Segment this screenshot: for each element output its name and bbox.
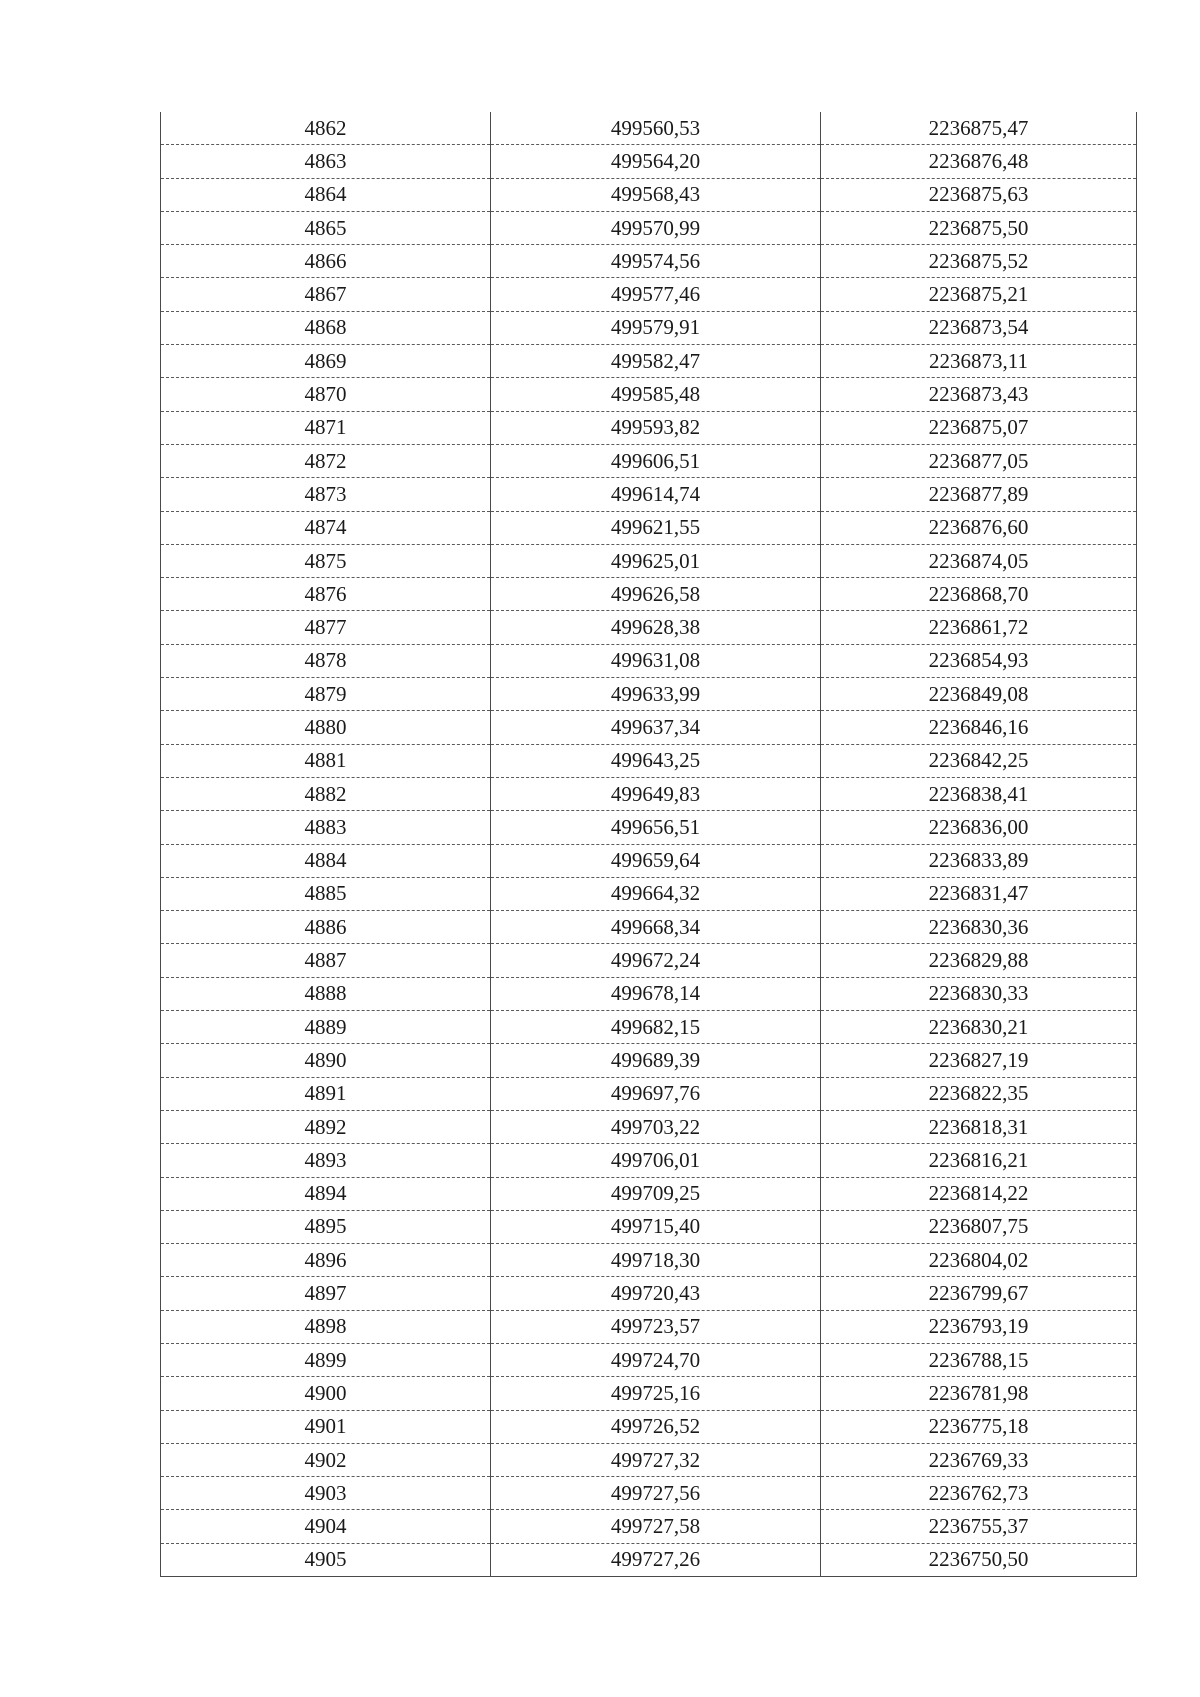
y-coordinate-cell: 2236830,21 (821, 1011, 1137, 1044)
point-number-cell: 4879 (161, 678, 491, 711)
y-coordinate-cell: 2236875,52 (821, 245, 1137, 278)
x-coordinate-cell: 499689,39 (491, 1044, 821, 1077)
point-number-cell: 4902 (161, 1443, 491, 1476)
point-number-cell: 4868 (161, 311, 491, 344)
point-number-cell: 4886 (161, 911, 491, 944)
table-row (161, 1377, 1137, 1410)
y-coordinate-cell: 2236750,50 (821, 1543, 1137, 1576)
point-number-cell: 4881 (161, 744, 491, 777)
point-number-cell: 4875 (161, 544, 491, 577)
point-number-cell: 4888 (161, 977, 491, 1010)
y-coordinate-cell: 2236762,73 (821, 1477, 1137, 1510)
table-row (161, 1443, 1137, 1476)
x-coordinate-cell: 499727,26 (491, 1543, 821, 1576)
table-row (161, 245, 1137, 278)
table-row (161, 178, 1137, 211)
y-coordinate-cell: 2236875,63 (821, 178, 1137, 211)
y-coordinate-cell: 2236775,18 (821, 1410, 1137, 1443)
table-row (161, 1077, 1137, 1110)
point-number-cell: 4877 (161, 611, 491, 644)
x-coordinate-cell: 499574,56 (491, 245, 821, 278)
x-coordinate-cell: 499727,56 (491, 1477, 821, 1510)
point-number-cell: 4896 (161, 1244, 491, 1277)
point-number-cell: 4884 (161, 844, 491, 877)
y-coordinate-cell: 2236788,15 (821, 1343, 1137, 1376)
table-row (161, 311, 1137, 344)
y-coordinate-cell: 2236793,19 (821, 1310, 1137, 1343)
x-coordinate-cell: 499656,51 (491, 811, 821, 844)
x-coordinate-cell: 499626,58 (491, 578, 821, 611)
coordinates-table (160, 112, 1137, 1577)
table-row (161, 145, 1137, 178)
x-coordinate-cell: 499682,15 (491, 1011, 821, 1044)
x-coordinate-cell: 499585,48 (491, 378, 821, 411)
point-number-cell: 4872 (161, 444, 491, 477)
y-coordinate-cell: 2236873,43 (821, 378, 1137, 411)
table-row (161, 678, 1137, 711)
x-coordinate-cell: 499725,16 (491, 1377, 821, 1410)
table-row (161, 1044, 1137, 1077)
y-coordinate-cell: 2236873,11 (821, 345, 1137, 378)
y-coordinate-cell: 2236781,98 (821, 1377, 1137, 1410)
point-number-cell: 4892 (161, 1110, 491, 1143)
x-coordinate-cell: 499659,64 (491, 844, 821, 877)
y-coordinate-cell: 2236838,41 (821, 777, 1137, 810)
point-number-cell: 4898 (161, 1310, 491, 1343)
x-coordinate-cell: 499631,08 (491, 644, 821, 677)
y-coordinate-cell: 2236833,89 (821, 844, 1137, 877)
point-number-cell: 4864 (161, 178, 491, 211)
x-coordinate-cell: 499703,22 (491, 1110, 821, 1143)
table-row (161, 112, 1137, 145)
y-coordinate-cell: 2236827,19 (821, 1044, 1137, 1077)
y-coordinate-cell: 2236829,88 (821, 944, 1137, 977)
x-coordinate-cell: 499706,01 (491, 1144, 821, 1177)
table-row (161, 211, 1137, 244)
y-coordinate-cell: 2236875,50 (821, 211, 1137, 244)
y-coordinate-cell: 2236842,25 (821, 744, 1137, 777)
x-coordinate-cell: 499718,30 (491, 1244, 821, 1277)
table-row (161, 1210, 1137, 1243)
point-number-cell: 4863 (161, 145, 491, 178)
x-coordinate-cell: 499621,55 (491, 511, 821, 544)
x-coordinate-cell: 499633,99 (491, 678, 821, 711)
point-number-cell: 4867 (161, 278, 491, 311)
y-coordinate-cell: 2236831,47 (821, 877, 1137, 910)
table-row (161, 278, 1137, 311)
table-row (161, 1144, 1137, 1177)
table-row (161, 777, 1137, 810)
y-coordinate-cell: 2236849,08 (821, 678, 1137, 711)
y-coordinate-cell: 2236877,05 (821, 444, 1137, 477)
x-coordinate-cell: 499726,52 (491, 1410, 821, 1443)
y-coordinate-cell: 2236868,70 (821, 578, 1137, 611)
x-coordinate-cell: 499625,01 (491, 544, 821, 577)
table-row (161, 1543, 1137, 1576)
x-coordinate-cell: 499628,38 (491, 611, 821, 644)
y-coordinate-cell: 2236816,21 (821, 1144, 1137, 1177)
table-row (161, 711, 1137, 744)
y-coordinate-cell: 2236876,48 (821, 145, 1137, 178)
point-number-cell: 4894 (161, 1177, 491, 1210)
x-coordinate-cell: 499727,32 (491, 1443, 821, 1476)
point-number-cell: 4899 (161, 1343, 491, 1376)
x-coordinate-cell: 499668,34 (491, 911, 821, 944)
point-number-cell: 4882 (161, 777, 491, 810)
x-coordinate-cell: 499570,99 (491, 211, 821, 244)
table-row (161, 1410, 1137, 1443)
x-coordinate-cell: 499643,25 (491, 744, 821, 777)
y-coordinate-cell: 2236814,22 (821, 1177, 1137, 1210)
y-coordinate-cell: 2236861,72 (821, 611, 1137, 644)
table-row (161, 744, 1137, 777)
point-number-cell: 4895 (161, 1210, 491, 1243)
x-coordinate-cell: 499593,82 (491, 411, 821, 444)
point-number-cell: 4885 (161, 877, 491, 910)
table-row (161, 844, 1137, 877)
coordinates-table-container (160, 112, 1136, 1577)
table-row (161, 1510, 1137, 1543)
y-coordinate-cell: 2236818,31 (821, 1110, 1137, 1143)
table-row (161, 444, 1137, 477)
point-number-cell: 4865 (161, 211, 491, 244)
y-coordinate-cell: 2236822,35 (821, 1077, 1137, 1110)
point-number-cell: 4880 (161, 711, 491, 744)
x-coordinate-cell: 499672,24 (491, 944, 821, 977)
table-row (161, 411, 1137, 444)
table-row (161, 1110, 1137, 1143)
y-coordinate-cell: 2236875,07 (821, 411, 1137, 444)
y-coordinate-cell: 2236876,60 (821, 511, 1137, 544)
point-number-cell: 4897 (161, 1277, 491, 1310)
table-row (161, 611, 1137, 644)
table-row (161, 1277, 1137, 1310)
x-coordinate-cell: 499614,74 (491, 478, 821, 511)
table-row (161, 1343, 1137, 1376)
table-row (161, 578, 1137, 611)
point-number-cell: 4889 (161, 1011, 491, 1044)
point-number-cell: 4871 (161, 411, 491, 444)
table-row (161, 1177, 1137, 1210)
table-row (161, 977, 1137, 1010)
table-row (161, 877, 1137, 910)
table-row (161, 811, 1137, 844)
y-coordinate-cell: 2236877,89 (821, 478, 1137, 511)
table-row (161, 478, 1137, 511)
point-number-cell: 4904 (161, 1510, 491, 1543)
point-number-cell: 4883 (161, 811, 491, 844)
point-number-cell: 4874 (161, 511, 491, 544)
table-row (161, 911, 1137, 944)
x-coordinate-cell: 499724,70 (491, 1343, 821, 1376)
point-number-cell: 4905 (161, 1543, 491, 1576)
y-coordinate-cell: 2236846,16 (821, 711, 1137, 744)
point-number-cell: 4876 (161, 578, 491, 611)
y-coordinate-cell: 2236836,00 (821, 811, 1137, 844)
x-coordinate-cell: 499582,47 (491, 345, 821, 378)
table-row (161, 544, 1137, 577)
table-row (161, 1011, 1137, 1044)
table-row (161, 1310, 1137, 1343)
x-coordinate-cell: 499664,32 (491, 877, 821, 910)
y-coordinate-cell: 2236854,93 (821, 644, 1137, 677)
point-number-cell: 4891 (161, 1077, 491, 1110)
point-number-cell: 4878 (161, 644, 491, 677)
table-row (161, 944, 1137, 977)
table-row (161, 378, 1137, 411)
x-coordinate-cell: 499577,46 (491, 278, 821, 311)
y-coordinate-cell: 2236875,21 (821, 278, 1137, 311)
y-coordinate-cell: 2236830,33 (821, 977, 1137, 1010)
point-number-cell: 4862 (161, 112, 491, 145)
point-number-cell: 4869 (161, 345, 491, 378)
y-coordinate-cell: 2236873,54 (821, 311, 1137, 344)
point-number-cell: 4887 (161, 944, 491, 977)
x-coordinate-cell: 499649,83 (491, 777, 821, 810)
x-coordinate-cell: 499579,91 (491, 311, 821, 344)
y-coordinate-cell: 2236830,36 (821, 911, 1137, 944)
coordinates-table-body (161, 112, 1137, 1577)
x-coordinate-cell: 499697,76 (491, 1077, 821, 1110)
x-coordinate-cell: 499723,57 (491, 1310, 821, 1343)
y-coordinate-cell: 2236769,33 (821, 1443, 1137, 1476)
x-coordinate-cell: 499568,43 (491, 178, 821, 211)
point-number-cell: 4893 (161, 1144, 491, 1177)
x-coordinate-cell: 499678,14 (491, 977, 821, 1010)
table-row (161, 644, 1137, 677)
x-coordinate-cell: 499560,53 (491, 112, 821, 145)
x-coordinate-cell: 499727,58 (491, 1510, 821, 1543)
table-row (161, 1477, 1137, 1510)
table-row (161, 345, 1137, 378)
table-row (161, 511, 1137, 544)
x-coordinate-cell: 499606,51 (491, 444, 821, 477)
point-number-cell: 4870 (161, 378, 491, 411)
y-coordinate-cell: 2236807,75 (821, 1210, 1137, 1243)
point-number-cell: 4900 (161, 1377, 491, 1410)
x-coordinate-cell: 499637,34 (491, 711, 821, 744)
x-coordinate-cell: 499720,43 (491, 1277, 821, 1310)
y-coordinate-cell: 2236875,47 (821, 112, 1137, 145)
table-row (161, 1244, 1137, 1277)
point-number-cell: 4890 (161, 1044, 491, 1077)
y-coordinate-cell: 2236804,02 (821, 1244, 1137, 1277)
y-coordinate-cell: 2236874,05 (821, 544, 1137, 577)
x-coordinate-cell: 499564,20 (491, 145, 821, 178)
x-coordinate-cell: 499709,25 (491, 1177, 821, 1210)
point-number-cell: 4901 (161, 1410, 491, 1443)
x-coordinate-cell: 499715,40 (491, 1210, 821, 1243)
y-coordinate-cell: 2236755,37 (821, 1510, 1137, 1543)
point-number-cell: 4903 (161, 1477, 491, 1510)
point-number-cell: 4866 (161, 245, 491, 278)
point-number-cell: 4873 (161, 478, 491, 511)
y-coordinate-cell: 2236799,67 (821, 1277, 1137, 1310)
